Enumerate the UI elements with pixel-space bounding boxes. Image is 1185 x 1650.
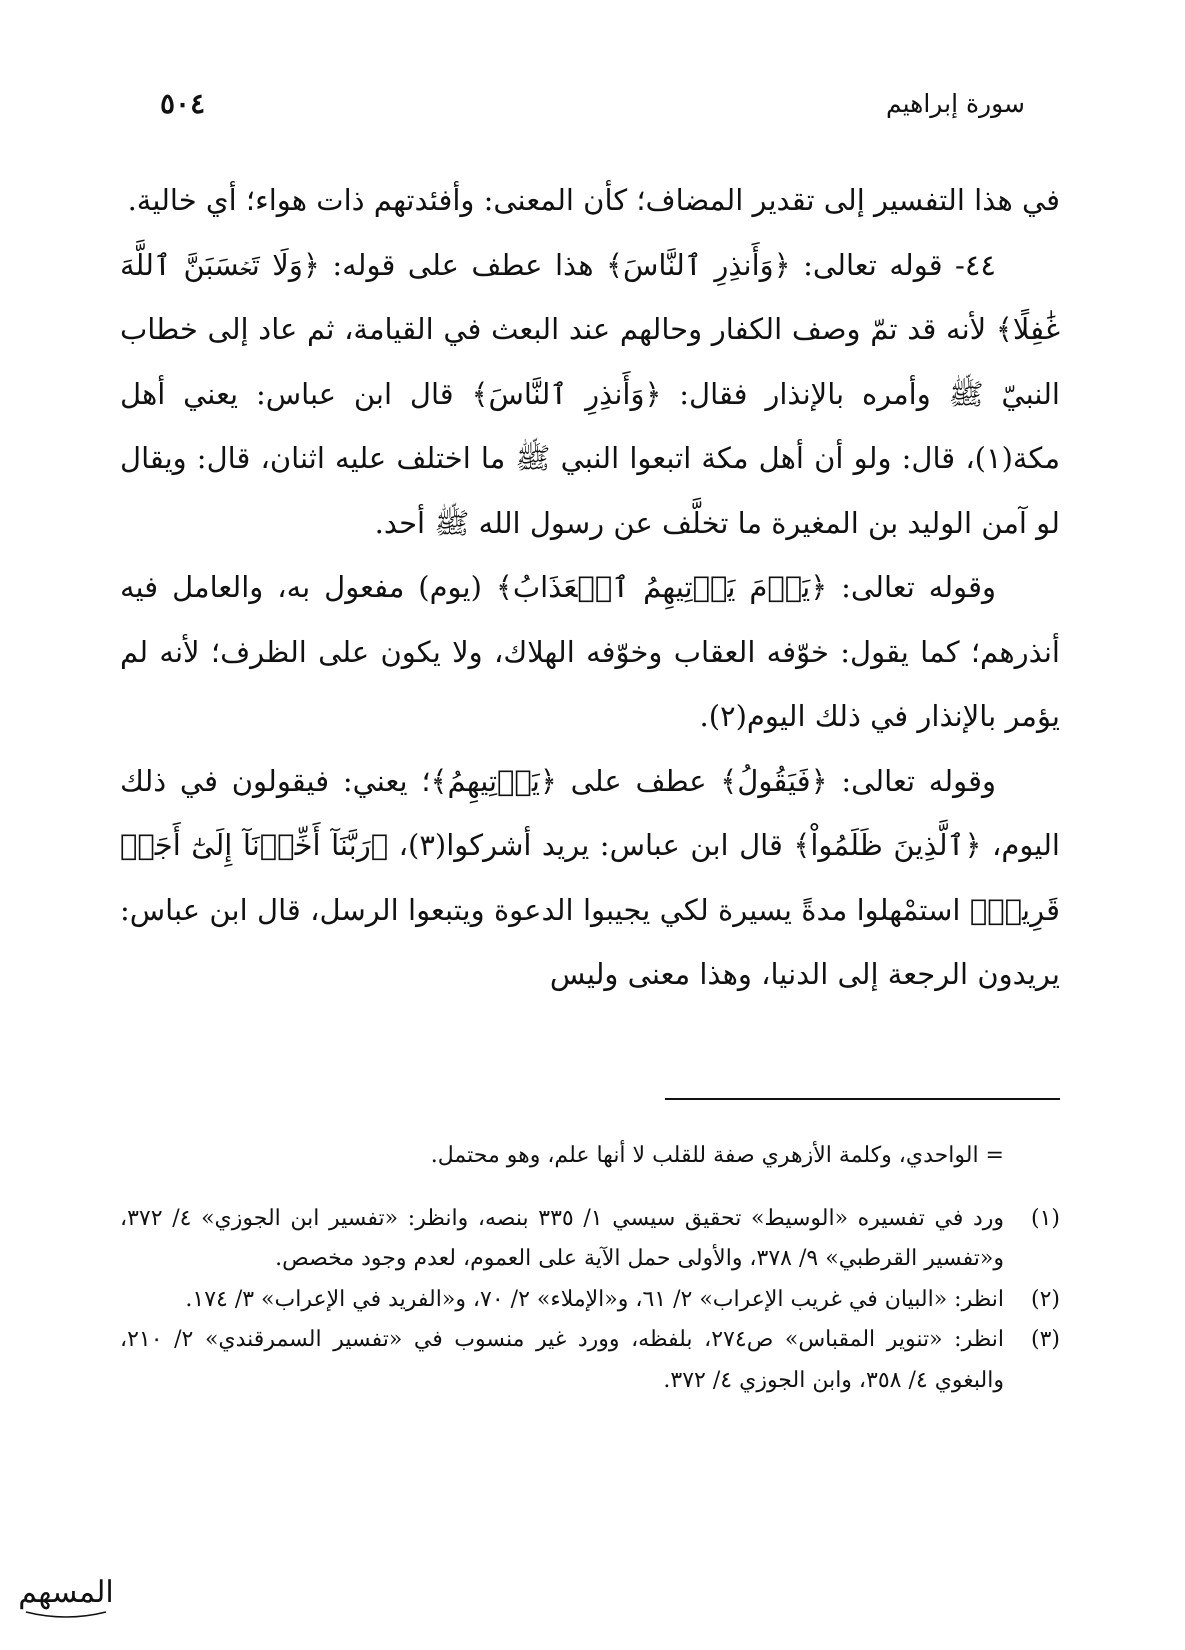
publisher-logo [14,1556,118,1628]
paragraph: وقوله تعالى: ﴿يَوۡمَ يَأۡتِيهِمُ ٱلۡعَذَابُ﴾ (يوم) مفعول به، والعامل فيه أنذرهم؛ كما يقول: خوّفه العقاب وخوّفه الهلاك، ولا يكون على الظرف؛ لأنه لم يؤمر بالإنذار في ذلك اليوم(٢). [120,570,1060,733]
footnote-number: (١) [1030,1205,1060,1231]
footnote [120,1320,1060,1401]
footnote-divider [665,1098,1060,1100]
surah-title: سورة إبراهيم [886,88,1025,118]
footnotes [120,1114,1060,1401]
footnote-number: (٣) [1030,1327,1060,1352]
page-number: ٥٠٤ [160,86,206,120]
main-text [120,168,1060,1007]
logo-flourish [26,1612,106,1617]
logo-text: المسهم [18,1575,114,1610]
paragraph: وقوله تعالى: ﴿فَيَقُولُ﴾ عطف على ﴿يَأۡتِيهِمُ﴾؛ يعني: فيقولون في ذلك اليوم، ﴿ٱلَّذِينَ ظَلَمُواْ﴾ قال ابن عباس: يريد أشركوا(٣)، ﴿رَبَّنَآ أَخِّرۡنَآ إِلَىٰٓ أَجَلٖ قَرِيبٖ﴾ استمْهلوا مدةً يسيرة لكي يجيبوا الدعوة ويتبعوا الرسل، قال ابن عباس: يريدون الرجعة إلى الدنيا، وهذا معنى وليس [120,763,1060,991]
footnote [120,1199,1060,1280]
paragraph: في هذا التفسير إلى تقدير المضاف؛ كأن المعنى: وأفئدتهم ذات هواء؛ أي خالية. [127,183,1060,217]
footnote-text: ورد في تفسيره «الوسيط» تحقيق سيسي ١/ ٣٣٥ بنصه، وانظر: «تفسير ابن الجوزي» ٤/ ٣٧٢، و«تفسير القرطبي» ٩/ ٣٧٨، والأولى حمل الآية على العموم، لعدم وجود مخصص. [120,1205,1005,1271]
footnote-number: (٢) [1030,1286,1060,1312]
footnote-text: انظر: «تنوير المقباس» ص٢٧٤، بلفظه، وورد غير منسوب في «تفسير السمرقندي» ٢/ ٢١٠، والبغوي ٤/ ٣٥٨، وابن الجوزي ٤/ ٣٧٢. [120,1327,1004,1393]
page-header [160,78,1025,128]
footnote-continuation: = الواحدي، وكلمة الأزهري صفة للقلب لا أنها علم، وهو محتمل. [430,1143,1004,1168]
footnote-text: انظر: «البيان في غريب الإعراب» ٢/ ٦١، و«الإملاء» ٢/ ٧٠، و«الفريد في الإعراب» ٣/ ١٧٤. [185,1286,1004,1312]
footnote [120,1280,1060,1321]
paragraph: ٤٤- قوله تعالى: ﴿وَأَنذِرِ ٱلنَّاسَ﴾ هذا عطف على قوله: ﴿وَلَا تَحۡسَبَنَّ ٱللَّهَ غَٰفِلًا﴾ لأنه قد تمّ وصف الكفار وحالهم عند البعث في القيامة، ثم عاد إلى خطاب النبيّ ﷺ وأمره بالإنذار فقال: ﴿وَأَنذِرِ ٱلنَّاسَ﴾ قال ابن عباس: يعني أهل مكة(١)، قال: ولو أن أهل مكة اتبعوا النبي ﷺ ما اختلف عليه اثنان، قال: ويقال لو آمن الوليد بن المغيرة ما تخلَّف عن رسول الله ﷺ أحد. [120,247,1060,540]
